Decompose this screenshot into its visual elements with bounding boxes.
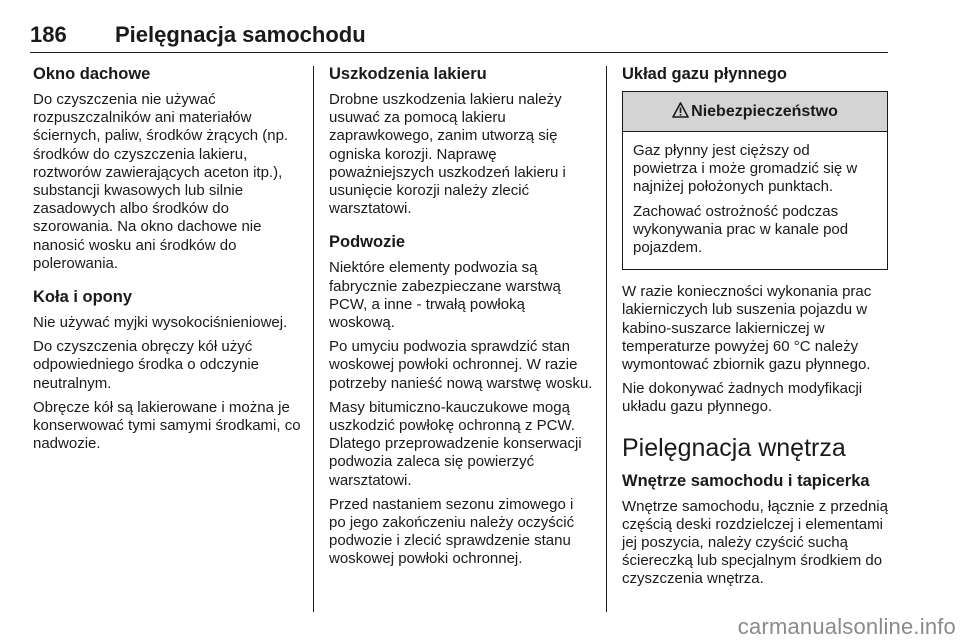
- heading-sunroof: Okno dachowe: [33, 65, 151, 83]
- paragraph-sunroof: Do czyszczenia nie używać rozpuszczalników ani materiałów ściernych, paliw, środków żrących (np. środków do czyszczenia lakieru, roztworów zawierających aceton itp.), substancji kwasowych lub silnie zasadowych albo środków do szorowania. Na okno dachowe nie nanosić wosku ani środków do polerowania.: [33, 91, 289, 272]
- paragraph-underbody-2: Po umyciu podwozia sprawdzić stan woskowej powłoki ochronnej. W razie potrzeby nanieść nową warstwę wosku.: [329, 338, 593, 392]
- page-header: [30, 22, 888, 53]
- heading-interior-upholstery: Wnętrze samochodu i tapicerka: [622, 471, 870, 490]
- paragraph-underbody-1: Niektóre elementy podwozia są fabrycznie zabezpieczane warstwą PCW, a inne - trwałą powłoką woskową.: [329, 259, 561, 332]
- paragraph-wheels-1: Nie używać myjki wysokociśnieniowej.: [33, 314, 288, 332]
- heading-interior-care: Pielęgnacja wnętrza: [622, 433, 846, 462]
- heading-lpg-system: Układ gazu płynnego: [622, 65, 788, 83]
- warning-triangle-icon: [672, 94, 689, 133]
- paragraph-underbody-4: Przed nastaniem sezonu zimowego i po jego zakończeniu należy oczyścić podwozie i zlecić sprawdzenie stanu woskowej powłoki ochronnej.: [329, 495, 575, 568]
- danger-box-header: [623, 92, 887, 132]
- paragraph-wheels-3: Obręcze kół są lakierowane i można je konserwować tymi samymi środkami, co nadwozie.: [33, 398, 301, 453]
- paragraph-paint-damage: Drobne uszkodzenia lakieru należy usuwać za pomocą lakieru zaprawkowego, zanim utworzą się ogniska korozji. Naprawę poważniejszych uszkodzeń lakieru i usunięcie korozji należy zlecić warsztatowi.: [329, 91, 566, 218]
- danger-box-title: Niebezpieczeństwo: [691, 103, 838, 120]
- heading-paint-damage: Uszkodzenia lakieru: [329, 65, 487, 83]
- paragraph-lpg-1: W razie konieczności wykonania prac lakierniczych lub suszenia pojazdu w kabino-suszarce lakierniczej w temperaturze powyżej 60 °C należy wymontować zbiornik gazu płynnego.: [622, 283, 872, 374]
- column-2: [329, 64, 593, 575]
- heading-underbody: Podwozie: [329, 233, 406, 252]
- column-divider-1: [313, 66, 314, 612]
- danger-paragraph-1: Gaz płynny jest cięższy od powietrza i może gromadzić się w najniżej położonych punktach.: [633, 142, 858, 196]
- paragraph-lpg-2: Nie dokonywać żadnych modyfikacji układu gazu płynnego.: [622, 380, 863, 416]
- page-title: Pielęgnacja samochodu: [115, 22, 366, 47]
- paragraph-wheels-2: Do czyszczenia obręczy kół użyć odpowiedniego środka o odczynie neutralnym.: [33, 338, 259, 392]
- danger-box: [622, 91, 888, 270]
- page-number: 186: [30, 22, 67, 47]
- column-divider-2: [606, 66, 607, 612]
- heading-wheels-tyres: Koła i opony: [33, 288, 132, 307]
- column-1: [33, 64, 305, 459]
- watermark: carmanualsonline.info: [737, 614, 956, 639]
- paragraph-upholstery: Wnętrze samochodu, łącznie z przednią częścią deski rozdzielczej i elementami jej poszycia, należy czyścić suchą ściereczką lub specjalnym środkiem do czyszczenia wnętrza.: [622, 497, 888, 588]
- column-3: [622, 64, 888, 595]
- paragraph-underbody-3: Masy bitumiczno-kauczukowe mogą uszkodzić powłokę ochronną z PCW. Dlatego przeprowadzenie konserwacji podwozia zaleca się powierzyć warsztatowi.: [329, 398, 582, 489]
- danger-paragraph-2: Zachować ostrożność podczas wykonywania prac w kanale pod pojazdem.: [633, 202, 849, 257]
- danger-box-body: [623, 132, 887, 269]
